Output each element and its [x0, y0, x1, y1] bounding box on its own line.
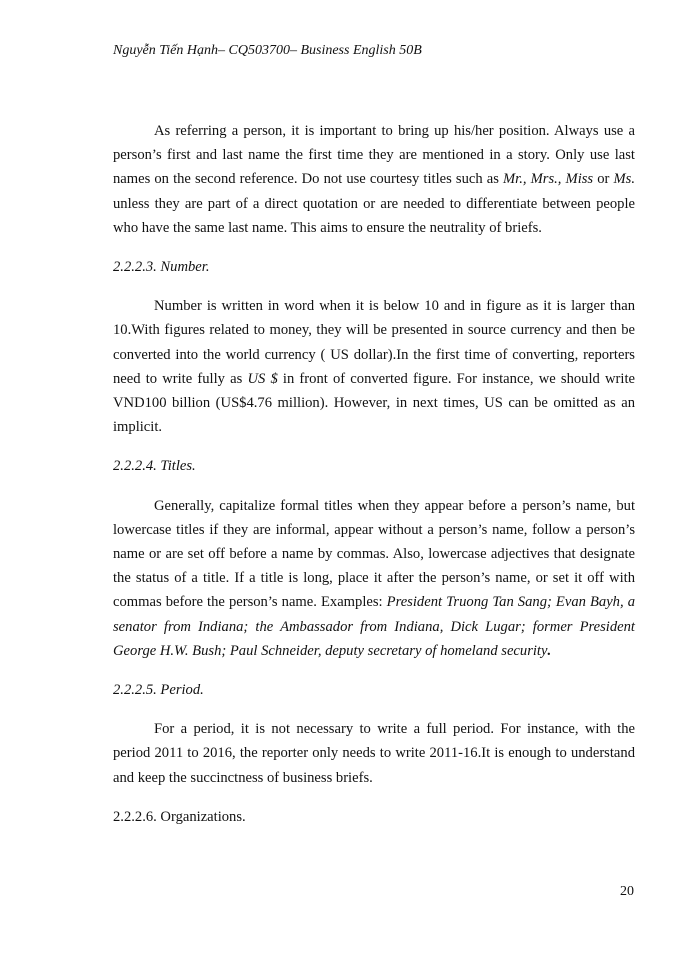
section-heading-titles: 2.2.2.4. Titles. [113, 458, 196, 475]
currency-prefix-example: US $ [247, 370, 278, 387]
section-heading-organizations: 2.2.2.6. Organizations. [113, 808, 246, 825]
paragraph-period: For a period, it is not necessary to write a full period. For instance, with the period 2011 to 2016, the reporter only needs to write 2011-16.It is enough to understand and keep the succinctness of business briefs. [113, 721, 635, 786]
titles-examples: President Truong Tan Sang; Evan Bayh, a senator from Indiana; the Ambassador from Indiana, Dick Lugar; former President George H.W. Bush; Paul Schneider, deputy secretary of homeland security [113, 594, 635, 659]
section-heading-period: 2.2.2.5. Period. [113, 682, 204, 699]
paragraph-person-reference [113, 119, 635, 240]
courtesy-title-ms: Ms. [613, 171, 635, 188]
courtesy-titles-example: Mr., Mrs., Miss [503, 171, 594, 188]
section-heading-number: 2.2.2.3. Number. [113, 259, 210, 276]
page-body [113, 119, 635, 829]
paragraph-end-period: . [547, 642, 552, 659]
paragraph-text: unless they are part of a direct quotation or are needed to differentiate between people who have the same last name. This aims to ensure the neutrality of briefs. [113, 195, 635, 236]
paragraph-text: in front of converted figure. For instance, we should write VND100 billion (US$4.76 million). However, in next times, US can be omitted as an implicit. [113, 370, 635, 436]
paragraph-number [113, 294, 635, 439]
page-number: 20 [620, 884, 634, 899]
paragraph-text: or [593, 171, 614, 188]
paragraph-text: Number is written in word when it is below 10 and in figure as it is larger than 10.With figures related to money, they will be presented in source currency and then be converted into the world currency ( US dollar).In the first time of converting, reporters need to write fully as [113, 298, 635, 387]
paragraph-text: Generally, capitalize formal titles when they appear before a person’s name, but lowercase titles if they are informal, appear without a person’s name, follow a person’s name or are set off before a name by commas. Also, lowercase adjectives that designate the status of a title. If a title is long, place it after the person’s name, or set it off with commas before the person’s name. Examples: [113, 497, 635, 611]
paragraph-titles [113, 494, 635, 663]
running-header: Nguyễn Tiến Hạnh– CQ503700– Business English 50B [113, 43, 422, 58]
paragraph-text: As referring a person, it is important to bring up his/her position. Always use a person’s first and last name the first time they are mentioned in a story. Only use last names on the second reference. Do not use courtesy titles such as [113, 123, 635, 188]
